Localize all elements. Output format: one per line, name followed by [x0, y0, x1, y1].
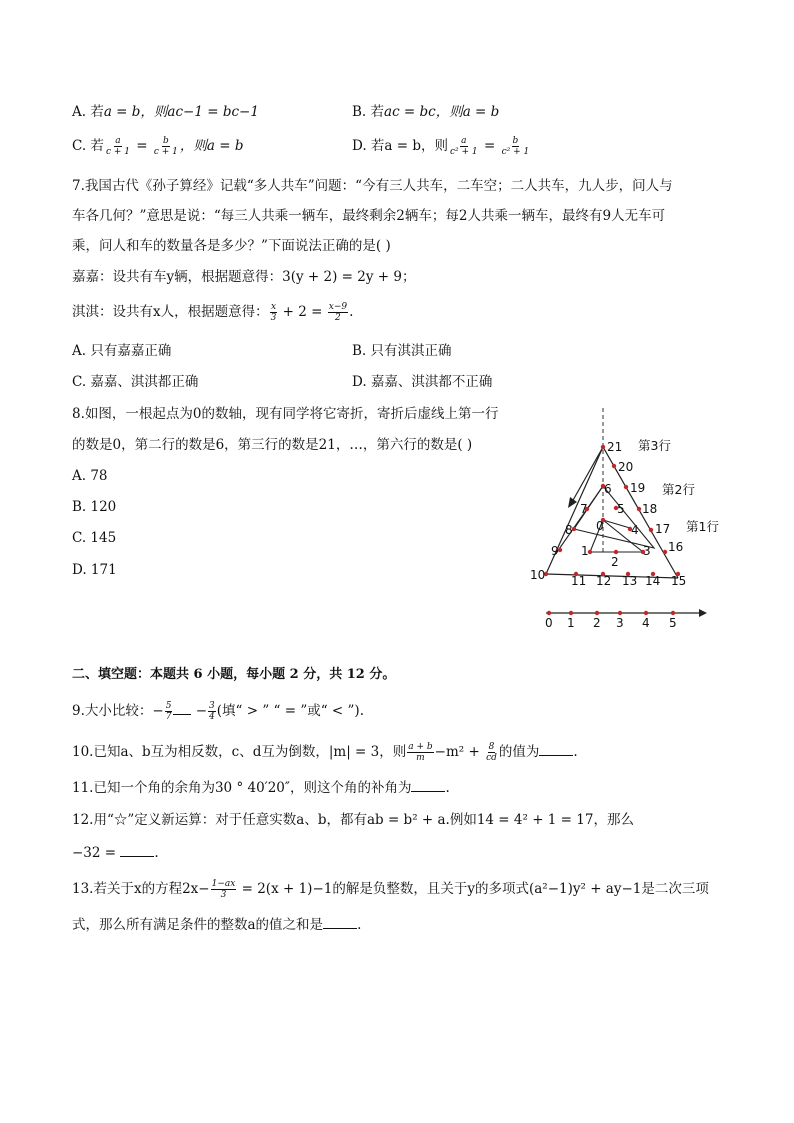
- denominator: 3: [270, 313, 277, 323]
- axis-tick-0: 0: [545, 616, 553, 630]
- fraction: [270, 302, 278, 323]
- numerator: 5: [165, 701, 172, 711]
- option-label: C. 若: [72, 138, 104, 154]
- answer-blank[interactable]: [323, 916, 357, 929]
- fraction: [153, 136, 179, 157]
- q10-suffix: 的值为: [498, 744, 540, 760]
- numerator: a: [461, 136, 467, 146]
- label-6: 6: [604, 482, 612, 496]
- label-2: 2: [611, 555, 619, 569]
- q7-jiajia: 嘉嘉：设共有车y辆，根据题意得：3(y + 2) = 2y + 9；: [72, 269, 416, 285]
- label-12: 12: [596, 574, 612, 588]
- fraction: [105, 136, 131, 157]
- label-14: 14: [645, 574, 661, 588]
- folded-number-line-figure: [530, 402, 730, 632]
- option-math: ac = bc，则a = b: [384, 104, 500, 120]
- option-label: A. 若: [72, 104, 104, 120]
- q13-line2: 式，那么所有满足条件的整数a的值之和是 .: [72, 917, 362, 933]
- answer-blank[interactable]: [539, 743, 573, 756]
- q8-option-b: B. 120: [72, 499, 117, 515]
- qiqi-text: 淇淇：设共有x人，根据题意得：: [72, 304, 269, 320]
- fraction: [485, 742, 498, 763]
- q7-option-b: B. 只有淇淇正确: [352, 343, 452, 359]
- option-math: ，则a = b: [179, 138, 244, 154]
- answer-blank[interactable]: [120, 844, 154, 857]
- option-math: a = b，则ac−1 = bc−1: [103, 104, 259, 120]
- numerator: x: [270, 302, 277, 312]
- period: .: [349, 304, 354, 320]
- option-label: D. 若a = b，则: [352, 138, 449, 154]
- answer-blank[interactable]: [411, 779, 445, 792]
- numerator: b: [512, 136, 519, 146]
- q7-option-c: C. 嘉嘉、淇淇都正确: [72, 374, 199, 390]
- q9-suffix: (填“ > ” “ = ”或“ < ”).: [216, 703, 364, 719]
- numerator: 8: [488, 742, 495, 752]
- q7-stem-line1: 7.我国古代《孙子算经》记载“多人共车”问题：“今有三人共车，二车空；二人共车，九人步，问人与: [72, 178, 673, 194]
- equals: =: [131, 138, 152, 154]
- answer-blank[interactable]: [173, 702, 191, 715]
- q8-stem-line1: 8.如图，一根起点为0的数轴，现有同学将它寄折，寄折后虚线上第一行: [72, 406, 499, 422]
- denominator: 3: [220, 890, 227, 900]
- fraction: [211, 879, 237, 900]
- axis-tick-2: 2: [593, 616, 601, 630]
- label-9: 9: [551, 544, 559, 558]
- fraction: [449, 136, 479, 157]
- q7-option-a: A. 只有嘉嘉正确: [72, 343, 172, 359]
- label-21: 21: [607, 440, 623, 454]
- q10-prefix: 10.已知a、b互为相反数，c、d互为倒数，|m| = 3，则: [72, 744, 407, 760]
- inner-edge: [603, 520, 630, 528]
- label-17: 17: [655, 522, 671, 536]
- q12-line2: −32 = .: [72, 845, 159, 861]
- label-5: 5: [617, 502, 625, 516]
- q7-stem-line3: 乘，问人和车的数量各是多少？”下面说法正确的是( ): [72, 238, 391, 254]
- middle-triangle: [574, 486, 654, 548]
- numerator: a + b: [408, 742, 433, 752]
- denominator: c + 1: [153, 147, 178, 157]
- numerator: 3: [209, 701, 215, 711]
- label-13: 13: [622, 574, 638, 588]
- option-b-q6: [352, 102, 499, 122]
- q11: 11.已知一个角的余角为30 ° 40′20″，则这个角的补角为 .: [72, 780, 450, 796]
- q12-line1: 12.用“☆”定义新运算：对于任意实数a、b，都有ab = b² + a.例如14 = 4² + 1 = 17，那么: [72, 812, 634, 828]
- label-3: 3: [643, 544, 651, 558]
- q11-text: 11.已知一个角的余角为30 ° 40′20″，则这个角的补角为: [72, 780, 412, 796]
- row2-label: 第2行: [662, 482, 695, 497]
- label-0: 0: [596, 519, 604, 533]
- denominator: c² + 1: [450, 147, 478, 157]
- label-20: 20: [618, 460, 634, 474]
- q7-stem-line2: 车各几何？”意思是说：“每三人共乘一辆车，最终剩余2辆车；每2人共乘一辆车，最终有9人无车可: [72, 208, 666, 224]
- option-c-q6: [72, 136, 244, 157]
- label-11: 11: [571, 574, 587, 588]
- equals: =: [479, 138, 500, 154]
- label-8: 8: [565, 523, 573, 537]
- denominator: cd: [486, 753, 497, 763]
- q8-option-c: C. 145: [72, 530, 117, 546]
- q8-stem-line2: 的数是0，第二行的数是6，第三行的数是21，…，第六行的数是( ): [72, 437, 473, 453]
- fraction: [501, 136, 531, 157]
- label-15: 15: [671, 574, 687, 588]
- fraction: [407, 742, 433, 763]
- q10-mid: −m² +: [434, 744, 485, 760]
- row3-label: 第3行: [638, 438, 671, 453]
- numerator: x−9: [328, 302, 348, 312]
- label-19: 19: [630, 481, 646, 495]
- numerator: b: [163, 136, 169, 146]
- numerator: 1−ax: [211, 879, 236, 889]
- denominator: 2: [335, 313, 341, 323]
- q9: [72, 701, 364, 722]
- label-10: 10: [530, 568, 546, 582]
- axis-tick-1: 1: [567, 616, 575, 630]
- option-a-q6: [72, 102, 259, 122]
- q8-option-d: D. 171: [72, 562, 117, 578]
- fraction: [165, 701, 173, 722]
- q12-expression: −32 =: [72, 845, 121, 861]
- equation-mid: + 2 =: [278, 304, 327, 320]
- label-4: 4: [631, 523, 639, 537]
- option-d-q6: [352, 136, 531, 157]
- label-7: 7: [580, 502, 588, 516]
- q7-qiqi: [72, 302, 353, 323]
- q9-mid: −: [191, 703, 208, 719]
- denominator: m: [416, 753, 425, 763]
- q10: 10.已知a、b互为相反数，c、d互为倒数，|m| = 3，则 $\frac{a + b}{m}$ −m² + $\frac{8}{cd}$ 的值为 .: [72, 742, 578, 763]
- q13-line1: [72, 879, 709, 900]
- arrow-head: [568, 497, 577, 508]
- row1-label: 第1行: [686, 519, 719, 534]
- fraction: [328, 302, 348, 323]
- axis-arrow: [699, 609, 707, 617]
- axis-tick-4: 4: [642, 616, 650, 630]
- axis-tick-3: 3: [616, 616, 624, 630]
- q8-option-a: A. 78: [72, 468, 108, 484]
- denominator: 7: [165, 712, 172, 722]
- q13-mid: = 2(x + 1)−1的解是负整数，且关于y的多项式(a²−1)y² + ay−1是二次三项: [237, 881, 709, 897]
- section-2-heading: 二、填空题：本题共 6 小题，每小题 2 分，共 12 分。: [72, 667, 396, 682]
- label-16: 16: [668, 540, 684, 554]
- numerator: a: [115, 136, 121, 146]
- label-18: 18: [642, 502, 658, 516]
- q7-option-d: D. 嘉嘉、淇淇都不正确: [352, 374, 493, 390]
- q13-prefix: 13.若关于x的方程2x−: [72, 881, 210, 897]
- denominator: 4: [209, 712, 215, 722]
- option-label: B. 若: [352, 104, 385, 120]
- q13-text: 式，那么所有满足条件的整数a的值之和是: [72, 917, 324, 933]
- label-1: 1: [581, 544, 589, 558]
- denominator: c² + 1: [501, 147, 530, 157]
- denominator: c + 1: [105, 147, 130, 157]
- q9-prefix: 9.大小比较：−: [72, 703, 164, 719]
- axis-tick-5: 5: [669, 616, 677, 630]
- fraction: [208, 701, 216, 722]
